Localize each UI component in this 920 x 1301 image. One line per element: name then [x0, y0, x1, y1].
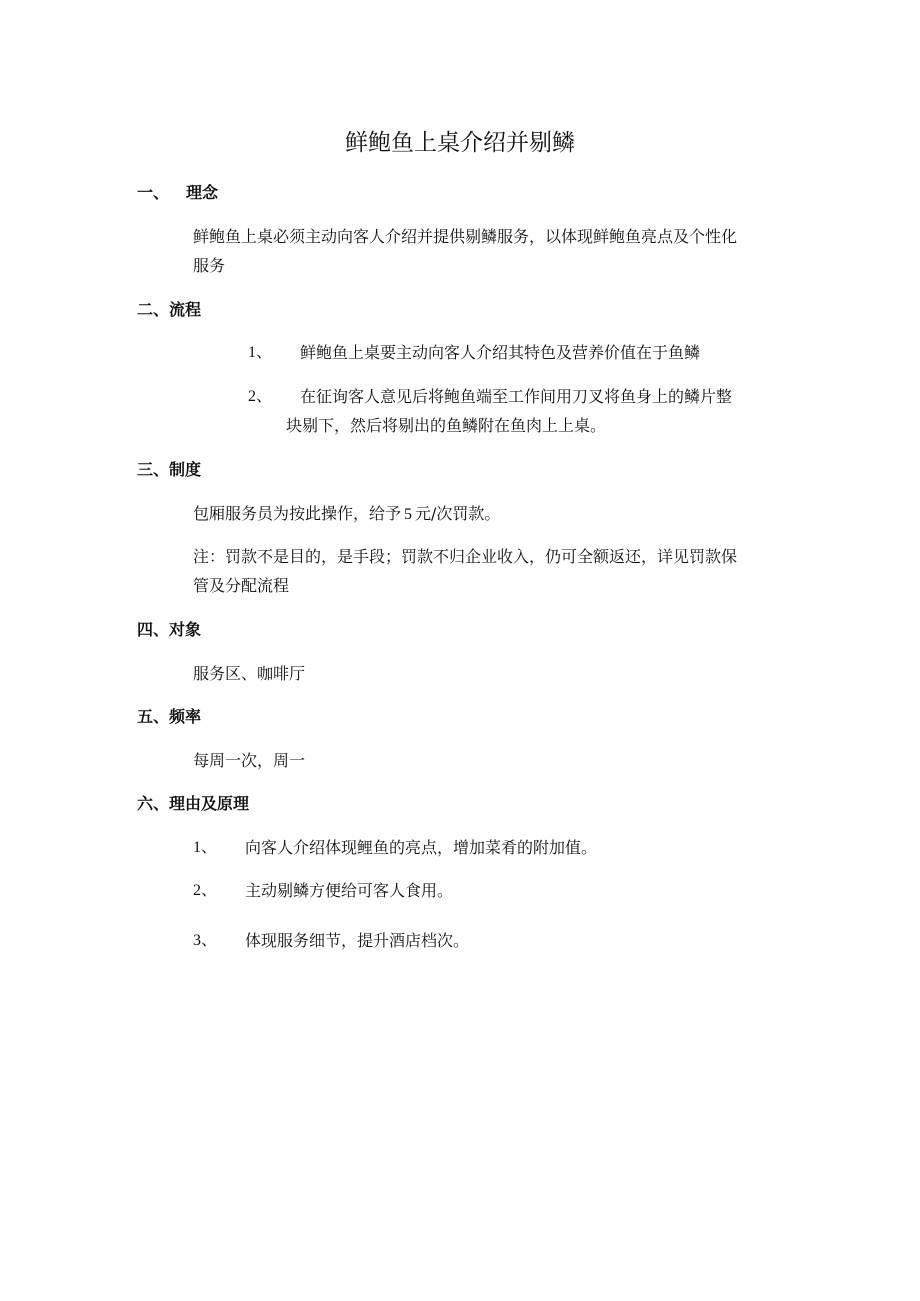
section-2-item-1-text: 鲜鲍鱼上桌要主动向客人介绍其特色及营养价值在于鱼鳞: [300, 343, 701, 362]
section-1-text-line-1: 鲜鲍鱼上桌必须主动向客人介绍并提供剔鳞服务，以体现鲜鲍鱼亮点及个性化: [193, 227, 738, 246]
section-6-item-3-text: 体现服务细节，提升酒店档次。: [245, 931, 470, 950]
section-3-fine-amount: 5: [404, 506, 413, 523]
section-6-item-2-text: 主动剔鳞方便给可客人食用。: [245, 881, 454, 900]
section-6-item-1-text: 向客人介绍体现鲤鱼的亮点，增加菜肴的附加值。: [245, 838, 598, 857]
section-6-heading: 六、理由及原理: [137, 794, 250, 813]
section-6-item-3-number: 3、: [193, 932, 218, 949]
section-5-text: 每周一次，周一: [193, 751, 306, 770]
section-2-item-2-text-line-2: 块剔下，然后将剔出的鱼鳞附在鱼肉上上桌。: [286, 416, 607, 435]
section-1-heading: 理念: [186, 183, 219, 202]
section-2-heading: 二、流程: [137, 300, 202, 319]
section-4-heading: 四、对象: [137, 620, 202, 639]
section-6-item-1-number: 1、: [193, 839, 218, 856]
section-3-note-line-2: 管及分配流程: [193, 576, 290, 595]
document-title: 鲜鲍鱼上桌介绍并剔鳞: [345, 130, 575, 156]
section-3-text-line-1: [193, 502, 500, 527]
section-5-heading: 五、频率: [137, 707, 202, 726]
section-1-number: 一、: [137, 183, 170, 202]
section-2-item-1-number: 1、: [248, 344, 273, 361]
section-2-item-2-number: 2、: [248, 388, 273, 405]
section-1-text-line-2: 服务: [193, 256, 226, 275]
section-4-text: 服务区、咖啡厅: [193, 664, 306, 683]
section-3-text-post: 元/次罚款。: [415, 504, 501, 523]
section-6-item-2-number: 2、: [193, 882, 218, 899]
section-3-text-pre: 包厢服务员为按此操作，给予: [193, 504, 402, 523]
section-2-item-2-text-line-1: 在征询客人意见后将鲍鱼端至工作间用刀叉将鱼身上的鳞片整: [300, 387, 733, 406]
section-3-heading: 三、制度: [137, 460, 202, 479]
section-3-note-line-1: 注：罚款不是目的，是手段；罚款不归企业收入，仍可全额返还，详见罚款保: [193, 547, 738, 566]
